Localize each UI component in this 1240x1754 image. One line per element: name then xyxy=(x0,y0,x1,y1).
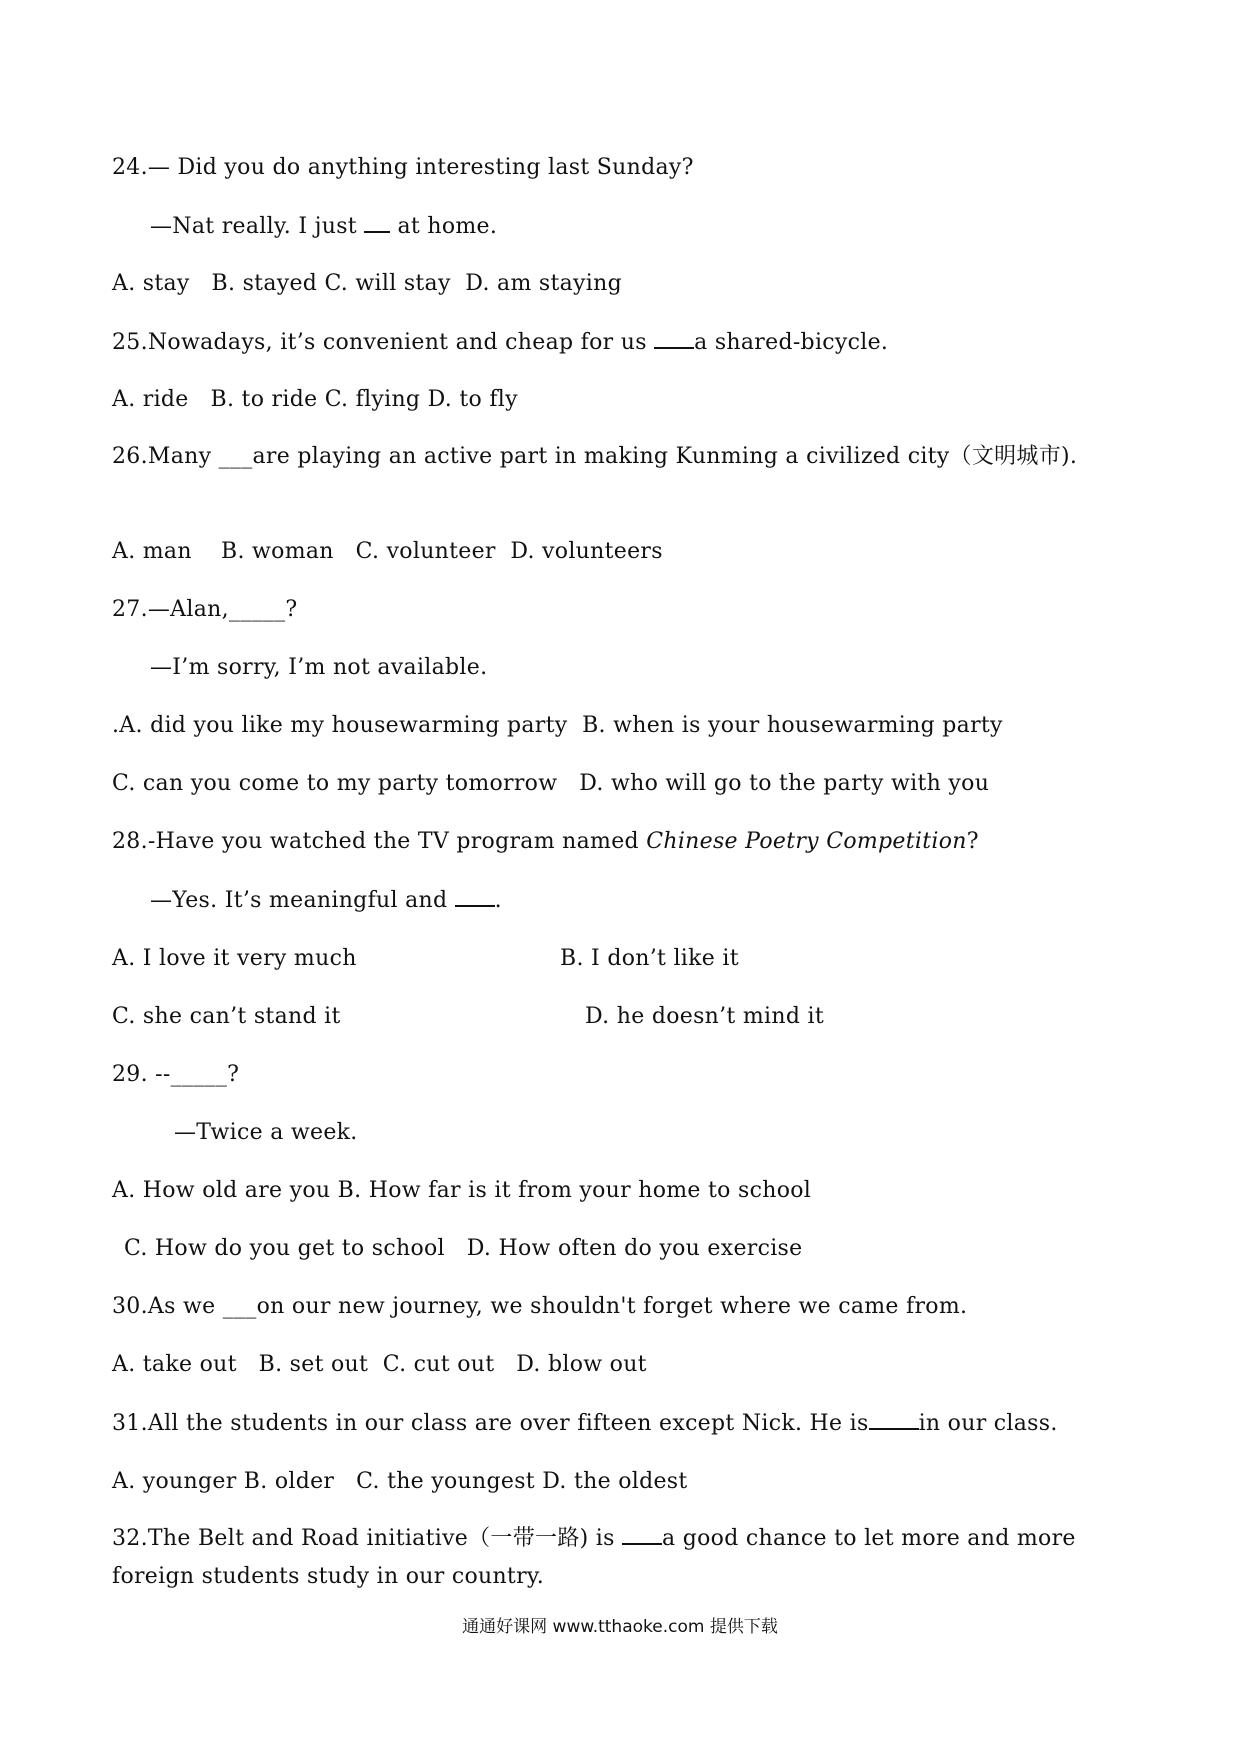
question-25-stem: 25.Nowadays, it’s convenient and cheap for us a shared-bicycle. xyxy=(112,330,889,355)
question-29-stem: 29. --_____? xyxy=(112,1062,240,1087)
question-28-option-d: D. he doesn’t mind it xyxy=(585,1004,824,1029)
answer-blank xyxy=(364,213,390,233)
question-28-reply: —Yes. It’s meaningful and . xyxy=(150,888,502,913)
question-26-options: A. man B. woman C. volunteer D. volunteers xyxy=(112,539,663,564)
question-27-reply: —I’m sorry, I’m not available. xyxy=(150,655,488,680)
answer-blank xyxy=(455,887,495,907)
question-28-option-c: C. she can’t stand it xyxy=(112,1004,341,1029)
question-25-options: A. ride B. to ride C. flying D. to fly xyxy=(112,387,518,412)
page-footer: 通通好课网 www.tthaoke.com 提供下载 xyxy=(462,1617,778,1637)
question-24-stem: 24.— Did you do anything interesting last Sunday? xyxy=(112,155,694,180)
question-29-options-row-1: A. How old are you B. How far is it from your home to school xyxy=(112,1178,812,1203)
question-30-options: A. take out B. set out C. cut out D. blow out xyxy=(112,1352,647,1377)
question-32-stem: 32.The Belt and Road initiative（一带一路) is a good chance to let more and more foreign students study in our country. xyxy=(112,1526,1076,1589)
program-title: Chinese Poetry Competition xyxy=(646,829,967,854)
question-31-stem: 31.All the students in our class are over fifteen except Nick. He is in our class. xyxy=(112,1411,1058,1436)
question-27-stem: 27.—Alan,_____? xyxy=(112,597,298,622)
question-24-options: A. stay B. stayed C. will stay D. am staying xyxy=(112,271,622,296)
question-30-stem: 30.As we ___on our new journey, we shouldn't forget where we came from. xyxy=(112,1294,968,1319)
question-27-options-row-2: C. can you come to my party tomorrow D. who will go to the party with you xyxy=(112,771,990,796)
question-29-reply: —Twice a week. xyxy=(174,1120,358,1145)
question-28-option-a: A. I love it very much xyxy=(112,946,357,971)
answer-blank xyxy=(622,1525,662,1545)
answer-blank xyxy=(869,1410,919,1430)
question-28-option-b: B. I don’t like it xyxy=(560,946,739,971)
question-28-stem: 28.-Have you watched the TV program named Chinese Poetry Competition? xyxy=(112,829,979,854)
question-26-stem: 26.Many ___are playing an active part in making Kunming a civilized city（文明城市). xyxy=(112,444,1078,469)
answer-blank xyxy=(654,329,694,349)
question-31-options: A. younger B. older C. the youngest D. the oldest xyxy=(112,1469,688,1494)
question-27-options-row-1: .A. did you like my housewarming party B. when is your housewarming party xyxy=(112,713,1003,738)
question-29-options-row-2: C. How do you get to school D. How often do you exercise xyxy=(124,1236,803,1261)
question-24-reply: —Nat really. I just at home. xyxy=(150,214,498,239)
